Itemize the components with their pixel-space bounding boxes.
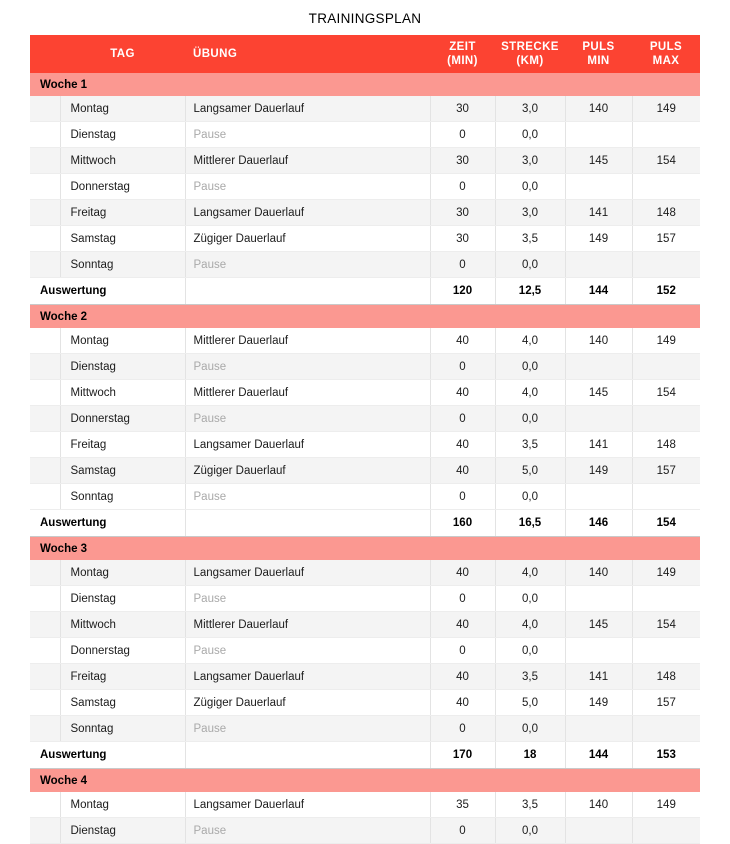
table-row xyxy=(30,200,700,226)
cell-tag: Montag xyxy=(60,792,185,818)
cell-strecke: 0,0 xyxy=(495,484,565,510)
cell-tag: Dienstag xyxy=(60,122,185,148)
column-header-pulsmax-line2: MAX xyxy=(652,55,680,67)
row-spacer-cell xyxy=(30,638,60,664)
cell-tag: Freitag xyxy=(60,200,185,226)
rest-label: Pause xyxy=(193,592,227,605)
cell-uebung xyxy=(185,432,430,458)
cell-tag: Donnerstag xyxy=(60,174,185,200)
table-row xyxy=(30,226,700,252)
summary-label: Auswertung xyxy=(30,742,185,769)
training-plan-table xyxy=(30,35,700,844)
exercise-label: Zügiger Dauerlauf xyxy=(193,696,286,709)
row-spacer-cell xyxy=(30,252,60,278)
cell-zeit: 0 xyxy=(430,174,495,200)
cell-tag: Samstag xyxy=(60,458,185,484)
cell-strecke: 4,0 xyxy=(495,380,565,406)
cell-strecke: 0,0 xyxy=(495,406,565,432)
cell-strecke: 0,0 xyxy=(495,586,565,612)
cell-uebung xyxy=(185,328,430,354)
rest-label: Pause xyxy=(193,412,227,425)
column-header-strecke-line1: STRECKE xyxy=(501,40,559,53)
cell-pulsmin xyxy=(565,638,632,664)
cell-pulsmin: 140 xyxy=(565,96,632,122)
table-row xyxy=(30,354,700,380)
row-spacer-cell xyxy=(30,612,60,638)
cell-uebung xyxy=(185,96,430,122)
week-summary-row xyxy=(30,742,700,769)
cell-uebung xyxy=(185,200,430,226)
cell-tag: Dienstag xyxy=(60,818,185,844)
cell-uebung xyxy=(185,174,430,200)
week-label: Woche 4 xyxy=(30,769,700,793)
cell-uebung xyxy=(185,612,430,638)
table-body xyxy=(30,73,700,844)
table-row xyxy=(30,252,700,278)
row-spacer-cell xyxy=(30,380,60,406)
week-header-row xyxy=(30,305,700,329)
summary-label: Auswertung xyxy=(30,510,185,537)
cell-pulsmin xyxy=(565,174,632,200)
exercise-label: Langsamer Dauerlauf xyxy=(193,206,305,219)
cell-strecke: 4,0 xyxy=(495,560,565,586)
cell-pulsmin: 140 xyxy=(565,792,632,818)
cell-strecke: 0,0 xyxy=(495,252,565,278)
cell-pulsmin: 145 xyxy=(565,148,632,174)
column-header-zeit-line2: (MIN) xyxy=(447,55,478,67)
column-header-pulsmin-line1: PULS xyxy=(582,40,615,53)
cell-zeit: 0 xyxy=(430,638,495,664)
cell-pulsmax: 148 xyxy=(632,432,700,458)
row-spacer-cell xyxy=(30,406,60,432)
exercise-label: Langsamer Dauerlauf xyxy=(193,670,305,683)
exercise-label: Langsamer Dauerlauf xyxy=(193,438,305,451)
table-row xyxy=(30,174,700,200)
exercise-label: Langsamer Dauerlauf xyxy=(193,798,305,811)
cell-zeit: 0 xyxy=(430,354,495,380)
row-spacer-cell xyxy=(30,484,60,510)
cell-strecke: 3,5 xyxy=(495,664,565,690)
week-label: Woche 2 xyxy=(30,305,700,329)
cell-tag: Sonntag xyxy=(60,716,185,742)
week-label: Woche 1 xyxy=(30,73,700,96)
summary-label: Auswertung xyxy=(30,278,185,305)
cell-uebung xyxy=(185,716,430,742)
exercise-label: Zügiger Dauerlauf xyxy=(193,232,286,245)
table-row xyxy=(30,484,700,510)
cell-zeit: 40 xyxy=(430,664,495,690)
summary-strecke: 18 xyxy=(495,742,565,769)
cell-pulsmax: 149 xyxy=(632,96,700,122)
row-spacer-cell xyxy=(30,716,60,742)
cell-zeit: 40 xyxy=(430,380,495,406)
row-spacer-cell xyxy=(30,328,60,354)
cell-uebung xyxy=(185,664,430,690)
summary-zeit: 160 xyxy=(430,510,495,537)
row-spacer-cell xyxy=(30,586,60,612)
cell-pulsmax: 148 xyxy=(632,200,700,226)
cell-pulsmin: 149 xyxy=(565,690,632,716)
week-header-row xyxy=(30,73,700,96)
cell-pulsmin: 149 xyxy=(565,458,632,484)
cell-pulsmax: 157 xyxy=(632,226,700,252)
table-row xyxy=(30,96,700,122)
cell-tag: Samstag xyxy=(60,226,185,252)
row-spacer-cell xyxy=(30,458,60,484)
summary-zeit: 170 xyxy=(430,742,495,769)
cell-pulsmin xyxy=(565,818,632,844)
cell-strecke: 5,0 xyxy=(495,690,565,716)
cell-zeit: 40 xyxy=(430,560,495,586)
cell-tag: Samstag xyxy=(60,690,185,716)
table-row xyxy=(30,612,700,638)
cell-strecke: 0,0 xyxy=(495,174,565,200)
cell-uebung xyxy=(185,690,430,716)
cell-pulsmin xyxy=(565,406,632,432)
week-header-row xyxy=(30,537,700,561)
cell-strecke: 0,0 xyxy=(495,818,565,844)
cell-uebung xyxy=(185,148,430,174)
table-row xyxy=(30,328,700,354)
table-row xyxy=(30,148,700,174)
rest-label: Pause xyxy=(193,490,227,503)
cell-zeit: 30 xyxy=(430,148,495,174)
exercise-label: Mittlerer Dauerlauf xyxy=(193,618,289,631)
cell-pulsmax xyxy=(632,252,700,278)
cell-uebung xyxy=(185,406,430,432)
cell-pulsmax xyxy=(632,638,700,664)
table-row xyxy=(30,122,700,148)
week-summary-row xyxy=(30,510,700,537)
cell-pulsmax xyxy=(632,406,700,432)
cell-uebung xyxy=(185,818,430,844)
column-header-uebung: ÜBUNG xyxy=(185,35,430,73)
page-title: TRAININGSPLAN xyxy=(308,11,422,26)
table-row xyxy=(30,432,700,458)
cell-pulsmin xyxy=(565,586,632,612)
table-row xyxy=(30,406,700,432)
cell-zeit: 40 xyxy=(430,458,495,484)
cell-uebung xyxy=(185,380,430,406)
table-row xyxy=(30,792,700,818)
exercise-label: Mittlerer Dauerlauf xyxy=(193,334,289,347)
column-header-spacer xyxy=(30,35,60,73)
cell-strecke: 3,0 xyxy=(495,148,565,174)
cell-strecke: 0,0 xyxy=(495,716,565,742)
rest-label: Pause xyxy=(193,824,227,837)
cell-pulsmax: 154 xyxy=(632,148,700,174)
cell-zeit: 0 xyxy=(430,122,495,148)
table-row xyxy=(30,716,700,742)
cell-tag: Mittwoch xyxy=(60,612,185,638)
row-spacer-cell xyxy=(30,148,60,174)
rest-label: Pause xyxy=(193,722,227,735)
cell-tag: Montag xyxy=(60,328,185,354)
cell-strecke: 0,0 xyxy=(495,354,565,380)
cell-pulsmax: 149 xyxy=(632,328,700,354)
cell-pulsmax xyxy=(632,818,700,844)
column-header-zeit xyxy=(430,35,495,73)
table-header xyxy=(30,35,700,73)
row-spacer-cell xyxy=(30,226,60,252)
row-spacer-cell xyxy=(30,664,60,690)
training-table-container xyxy=(30,35,700,844)
row-spacer-cell xyxy=(30,96,60,122)
cell-pulsmax xyxy=(632,484,700,510)
exercise-label: Zügiger Dauerlauf xyxy=(193,464,286,477)
summary-uebung-cell xyxy=(185,278,430,305)
cell-uebung xyxy=(185,458,430,484)
cell-tag: Donnerstag xyxy=(60,638,185,664)
cell-strecke: 3,5 xyxy=(495,432,565,458)
cell-pulsmin xyxy=(565,716,632,742)
cell-strecke: 4,0 xyxy=(495,612,565,638)
rest-label: Pause xyxy=(193,258,227,271)
cell-tag: Freitag xyxy=(60,432,185,458)
cell-uebung xyxy=(185,638,430,664)
summary-pulsmax: 154 xyxy=(632,510,700,537)
week-summary-row xyxy=(30,278,700,305)
summary-pulsmin: 144 xyxy=(565,742,632,769)
cell-pulsmin xyxy=(565,484,632,510)
exercise-label: Langsamer Dauerlauf xyxy=(193,102,305,115)
row-spacer-cell xyxy=(30,174,60,200)
table-row xyxy=(30,690,700,716)
column-header-pulsmin xyxy=(565,35,632,73)
cell-strecke: 3,5 xyxy=(495,792,565,818)
cell-zeit: 40 xyxy=(430,612,495,638)
cell-tag: Donnerstag xyxy=(60,406,185,432)
cell-tag: Dienstag xyxy=(60,354,185,380)
column-header-tag: TAG xyxy=(60,35,185,73)
row-spacer-cell xyxy=(30,818,60,844)
column-header-pulsmin-line2: MIN xyxy=(587,55,610,67)
cell-tag: Montag xyxy=(60,560,185,586)
summary-pulsmax: 153 xyxy=(632,742,700,769)
cell-pulsmax: 154 xyxy=(632,380,700,406)
cell-zeit: 0 xyxy=(430,818,495,844)
cell-strecke: 3,5 xyxy=(495,226,565,252)
table-row xyxy=(30,458,700,484)
cell-pulsmin xyxy=(565,354,632,380)
cell-pulsmin: 140 xyxy=(565,328,632,354)
cell-tag: Mittwoch xyxy=(60,148,185,174)
cell-zeit: 30 xyxy=(430,226,495,252)
column-header-pulsmax-line1: PULS xyxy=(649,40,683,53)
summary-strecke: 16,5 xyxy=(495,510,565,537)
cell-pulsmin: 149 xyxy=(565,226,632,252)
table-row xyxy=(30,560,700,586)
row-spacer-cell xyxy=(30,792,60,818)
row-spacer-cell xyxy=(30,354,60,380)
cell-pulsmax xyxy=(632,586,700,612)
cell-pulsmax xyxy=(632,716,700,742)
cell-tag: Mittwoch xyxy=(60,380,185,406)
cell-uebung xyxy=(185,354,430,380)
cell-zeit: 0 xyxy=(430,586,495,612)
table-row xyxy=(30,818,700,844)
summary-strecke: 12,5 xyxy=(495,278,565,305)
row-spacer-cell xyxy=(30,122,60,148)
column-header-strecke-line2: (KM) xyxy=(516,55,544,67)
row-spacer-cell xyxy=(30,690,60,716)
rest-label: Pause xyxy=(193,644,227,657)
cell-uebung xyxy=(185,792,430,818)
cell-pulsmin: 141 xyxy=(565,432,632,458)
cell-strecke: 5,0 xyxy=(495,458,565,484)
rest-label: Pause xyxy=(193,128,227,141)
row-spacer-cell xyxy=(30,560,60,586)
exercise-label: Mittlerer Dauerlauf xyxy=(193,154,289,167)
summary-pulsmin: 146 xyxy=(565,510,632,537)
cell-pulsmin: 141 xyxy=(565,200,632,226)
cell-pulsmax: 148 xyxy=(632,664,700,690)
cell-zeit: 0 xyxy=(430,406,495,432)
cell-tag: Montag xyxy=(60,96,185,122)
cell-pulsmin: 145 xyxy=(565,380,632,406)
cell-uebung xyxy=(185,122,430,148)
cell-pulsmin xyxy=(565,252,632,278)
cell-strecke: 3,0 xyxy=(495,200,565,226)
cell-zeit: 30 xyxy=(430,96,495,122)
cell-zeit: 35 xyxy=(430,792,495,818)
summary-pulsmax: 152 xyxy=(632,278,700,305)
cell-tag: Sonntag xyxy=(60,484,185,510)
cell-zeit: 40 xyxy=(430,328,495,354)
cell-zeit: 40 xyxy=(430,432,495,458)
table-row xyxy=(30,380,700,406)
cell-pulsmax: 157 xyxy=(632,458,700,484)
cell-uebung xyxy=(185,252,430,278)
cell-uebung xyxy=(185,484,430,510)
rest-label: Pause xyxy=(193,180,227,193)
table-row xyxy=(30,586,700,612)
cell-pulsmax xyxy=(632,174,700,200)
cell-strecke: 4,0 xyxy=(495,328,565,354)
cell-strecke: 0,0 xyxy=(495,122,565,148)
cell-pulsmax: 149 xyxy=(632,792,700,818)
cell-uebung xyxy=(185,226,430,252)
summary-zeit: 120 xyxy=(430,278,495,305)
rest-label: Pause xyxy=(193,360,227,373)
cell-zeit: 30 xyxy=(430,200,495,226)
summary-uebung-cell xyxy=(185,510,430,537)
cell-pulsmin: 140 xyxy=(565,560,632,586)
exercise-label: Langsamer Dauerlauf xyxy=(193,566,305,579)
cell-pulsmin xyxy=(565,122,632,148)
cell-tag: Dienstag xyxy=(60,586,185,612)
exercise-label: Mittlerer Dauerlauf xyxy=(193,386,289,399)
cell-pulsmax xyxy=(632,354,700,380)
cell-zeit: 0 xyxy=(430,252,495,278)
cell-pulsmax: 154 xyxy=(632,612,700,638)
header-row xyxy=(30,35,700,73)
cell-zeit: 0 xyxy=(430,484,495,510)
cell-pulsmax: 157 xyxy=(632,690,700,716)
cell-pulsmax xyxy=(632,122,700,148)
week-header-row xyxy=(30,769,700,793)
cell-strecke: 0,0 xyxy=(495,638,565,664)
week-label: Woche 3 xyxy=(30,537,700,561)
cell-tag: Sonntag xyxy=(60,252,185,278)
table-row xyxy=(30,638,700,664)
cell-pulsmin: 141 xyxy=(565,664,632,690)
cell-zeit: 40 xyxy=(430,690,495,716)
cell-tag: Freitag xyxy=(60,664,185,690)
summary-pulsmin: 144 xyxy=(565,278,632,305)
column-header-zeit-line1: ZEIT xyxy=(449,40,476,53)
row-spacer-cell xyxy=(30,200,60,226)
column-header-strecke xyxy=(495,35,565,73)
column-header-pulsmax xyxy=(632,35,700,73)
cell-pulsmax: 149 xyxy=(632,560,700,586)
table-row xyxy=(30,664,700,690)
cell-uebung xyxy=(185,586,430,612)
cell-zeit: 0 xyxy=(430,716,495,742)
row-spacer-cell xyxy=(30,432,60,458)
cell-pulsmin: 145 xyxy=(565,612,632,638)
cell-uebung xyxy=(185,560,430,586)
summary-uebung-cell xyxy=(185,742,430,769)
cell-strecke: 3,0 xyxy=(495,96,565,122)
